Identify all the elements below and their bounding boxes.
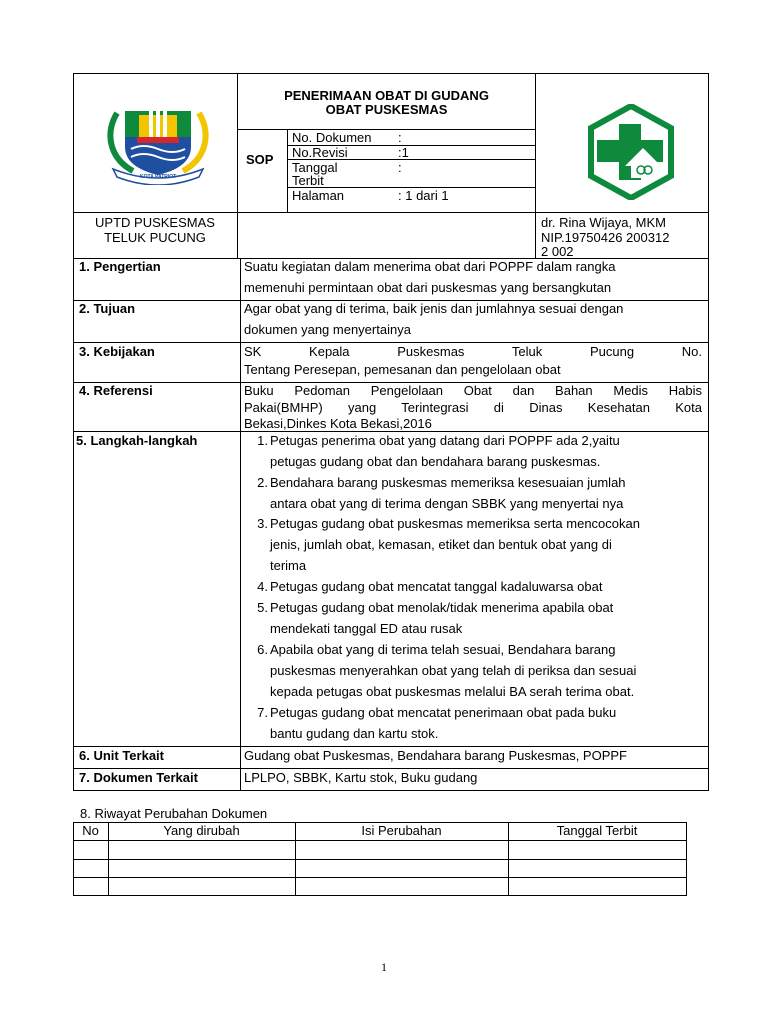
step-number: 4. [257,579,268,594]
step-text: bantu gudang dan kartu stok. [270,726,439,741]
step-text: petugas gudang obat dan bendahara barang puskesmas. [270,454,601,469]
riwayat-title: 8. Riwayat Perubahan Dokumen [80,806,268,821]
section-label-kebijakan: 3. Kebijakan [79,344,155,359]
riwayat-col-yang-dirubah: Yang dirubah [163,823,240,838]
pengertian-text-line1: Suatu kegiatan dalam menerima obat dari POPPF dalam rangka [244,259,616,274]
signer-nip-cont: 2 002 [541,244,574,259]
referensi-text-line3: Bekasi,Dinkes Kota Bekasi,2016 [244,416,432,431]
unit-terkait-text: Gudang obat Puskesmas, Bendahara barang Puskesmas, POPPF [244,748,627,763]
sop-title-line1: PENERIMAAN OBAT DI GUDANG [284,88,489,103]
step-text: Petugas gudang obat mencatat penerimaan obat pada buku [270,705,617,720]
riwayat-col-isi-perubahan: Isi Perubahan [361,823,442,838]
step-text: mendekati tanggal ED atau rusak [270,621,463,636]
step-number: 7. [257,705,268,720]
step-text: antara obat yang di terima dengan SBBK yang menyertai nya [270,496,624,511]
step-text: puskesmas menyerahkan obat yang telah di periksa dan sesuai [270,663,637,678]
section-label-tujuan: 2. Tujuan [79,301,136,316]
step-text: Bendahara barang puskesmas memeriksa kesesuaian jumlah [270,475,626,490]
section-label-referensi: 4. Referensi [79,383,153,398]
field-label-no-revisi: No.Revisi [292,145,348,160]
field-label-terbit: Terbit [292,173,324,188]
kebijakan-text-line2: Tentang Peresepan, pemesanan dan pengelolaan obat [244,362,561,377]
city-crest-logo [103,103,213,185]
signer-nip: NIP.19750426 200312 [541,230,670,245]
puskesmas-logo [581,104,681,200]
step-text: Petugas gudang obat menolak/tidak menerima apabila obat [270,600,614,615]
field-label-halaman: Halaman [292,188,345,203]
org-name-line2: TELUK PUCUNG [104,230,206,245]
riwayat-col-tanggal-terbit: Tanggal Terbit [556,823,638,838]
dokumen-terkait-text: LPLPO, SBBK, Kartu stok, Buku gudang [244,770,478,785]
step-number: 1. [257,433,268,448]
referensi-text-line2: Pakai(BMHP) yang Terintegrasi di Dinas Kesehatan Kota [244,400,702,415]
step-number: 6. [257,642,268,657]
section-label-pengertian: 1. Pengertian [79,259,161,274]
sop-title-line2: OBAT PUSKESMAS [325,102,448,117]
tujuan-text-line1: Agar obat yang di terima, baik jenis dan jumlahnya sesuai dengan [244,301,624,316]
field-label-tanggal: Tanggal [292,160,338,175]
referensi-text-line1: Buku Pedoman Pengelolaan Obat dan Bahan Medis Habis [244,383,702,398]
step-text: Petugas penerima obat yang datang dari POPPF ada 2,yaitu [270,433,620,448]
page-number: 1 [381,960,387,974]
step-text: terima [270,558,307,573]
tujuan-text-line2: dokumen yang menyertainya [244,322,411,337]
field-value-no-dokumen: : [398,130,402,145]
step-text: kepada petugas obat puskesmas melalui BA serah terima obat. [270,684,635,699]
step-text: Apabila obat yang di terima telah sesuai, Bendahara barang [270,642,616,657]
field-value-tanggal: : [398,160,402,175]
section-label-langkah: 5. Langkah-langkah [76,433,198,448]
step-number: 2. [257,475,268,490]
crest-banner-text: KOTA PATRIOT [140,174,177,180]
signer-name: dr. Rina Wijaya, MKM [541,215,666,230]
step-text: Petugas gudang obat mencatat tanggal kadaluwarsa obat [270,579,603,594]
field-value-no-revisi: :1 [398,145,409,160]
section-label-unit-terkait: 6. Unit Terkait [79,748,165,763]
field-label-no-dokumen: No. Dokumen [292,130,372,145]
kebijakan-text-line1: SK Kepala Puskesmas Teluk Pucung No. [244,344,702,359]
field-value-halaman: : 1 dari 1 [398,188,449,203]
sop-label: SOP [246,152,274,167]
step-number: 3. [257,516,268,531]
pengertian-text-line2: memenuhi permintaan obat dari puskesmas yang bersangkutan [244,280,612,295]
section-label-dokumen-terkait: 7. Dokumen Terkait [79,770,198,785]
step-number: 5. [257,600,268,615]
step-text: jenis, jumlah obat, kemasan, etiket dan bentuk obat yang di [270,537,612,552]
step-text: Petugas gudang obat puskesmas memeriksa serta mencocokan [270,516,640,531]
org-name-line1: UPTD PUSKESMAS [95,215,215,230]
riwayat-col-no: No [82,823,99,838]
